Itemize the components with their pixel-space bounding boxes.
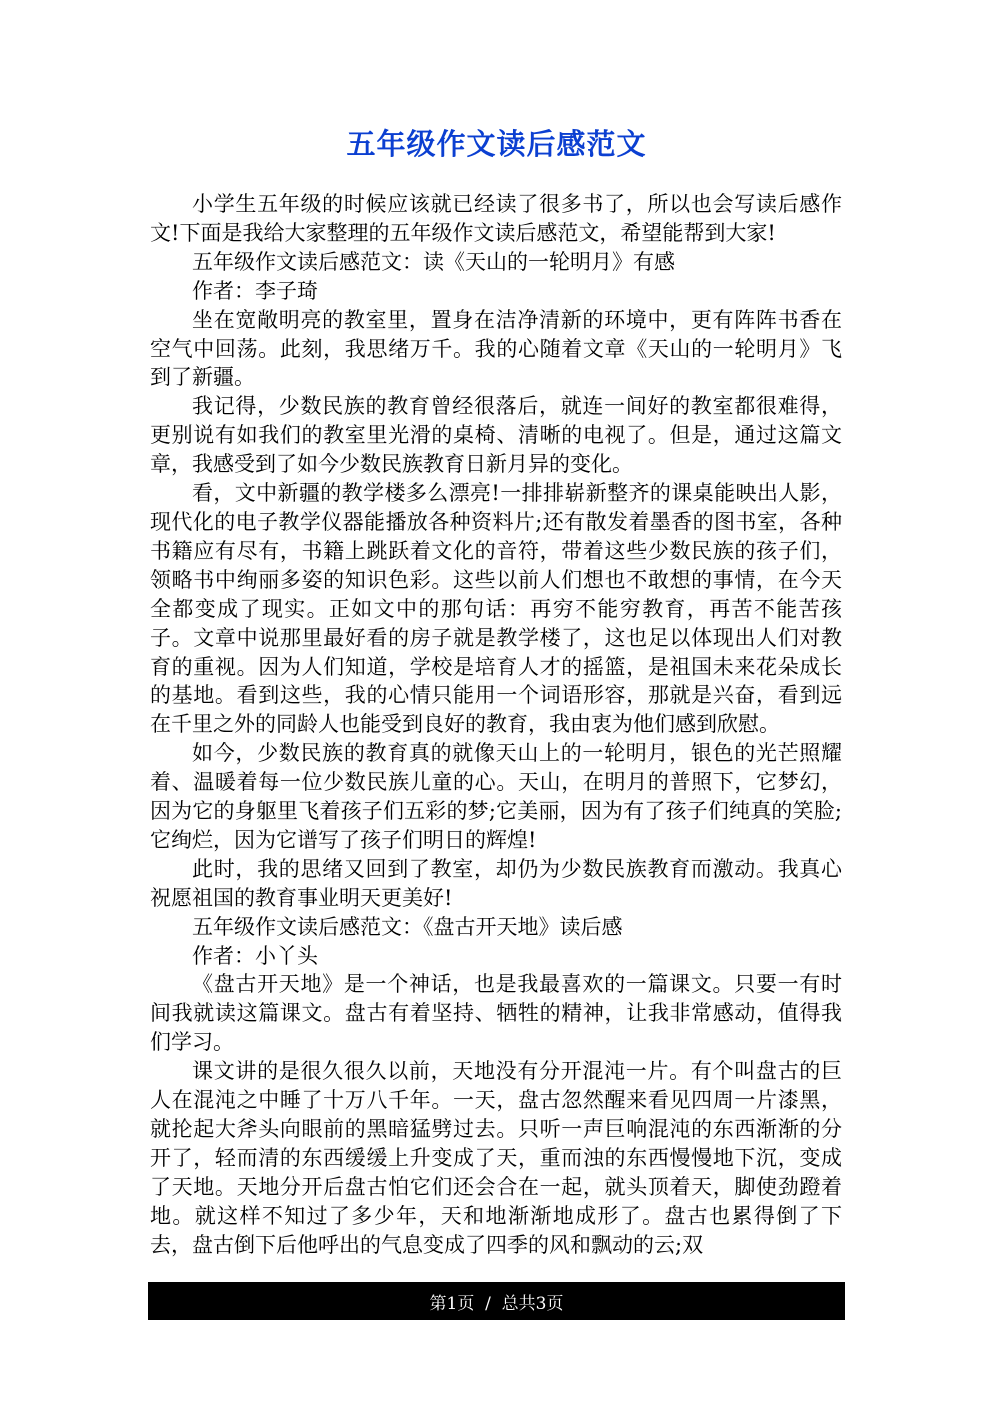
- essay-1-author: 作者：李子琦: [192, 278, 318, 303]
- paragraph: 课文讲的是很久很久以前，天地没有分开混沌一片。有个叫盘古的巨人在混沌之中睡了十万八千年。一天，盘古忽然醒来看见四周一片漆黑，就抡起大斧头向眼前的黑暗猛劈过去。只听一声巨响混沌的东西渐渐的分开了，轻而清的东西缓缓上升变成了天，重而浊的东西慢慢地下沉，变成了天地。天地分开后盘古怕它们还会合在一起，就头顶着天，脚使劲蹬着地。就这样不知过了多少年，天和地渐渐地成形了。盘古也累得倒了下去，盘古倒下后他呼出的气息变成了四季的风和飘动的云;双: [150, 1059, 842, 1257]
- essay-1-heading: 五年级作文读后感范文：读《天山的一轮明月》有感: [192, 249, 675, 274]
- paragraph: 如今，少数民族的教育真的就像天山上的一轮明月，银色的光芒照耀着、温暖着每一位少数民族儿童的心。天山，在明月的普照下，它梦幻，因为它的身躯里飞着孩子们五彩的梦;它美丽，因为有了孩子们纯真的笑脸;它绚烂，因为它谱写了孩子们明日的辉煌!: [150, 741, 842, 852]
- page-footer-bar: [148, 1282, 845, 1320]
- paragraph: 我记得，少数民族的教育曾经很落后，就连一间好的教室都很难得，更别说有如我们的教室里光滑的桌椅、清晰的电视了。但是，通过这篇文章，我感受到了如今少数民族教育日新月异的变化。: [150, 394, 842, 477]
- essay-2-author: 作者：小丫头: [192, 943, 318, 968]
- essay-2-heading: 五年级作文读后感范文：《盘古开天地》读后感: [192, 914, 623, 939]
- paragraph: 此时，我的思绪又回到了教室，却仍为少数民族教育而激动。我真心祝愿祖国的教育事业明天更美好!: [150, 856, 842, 910]
- paragraph: 坐在宽敞明亮的教室里，置身在洁净清新的环境中，更有阵阵书香在空气中回荡。此刻，我思绪万千。我的心随着文章《天山的一轮明月》飞到了新疆。: [150, 307, 842, 390]
- paragraph: 看，文中新疆的教学楼多么漂亮!一排排崭新整齐的课桌能映出人影，现代化的电子教学仪器能播放各种资料片;还有散发着墨香的图书室，各种书籍应有尽有，书籍上跳跃着文化的音符，带着这些少数民族的孩子们，领略书中绚丽多姿的知识色彩。这些以前人们想也不敢想的事情，在今天全都变成了现实。正如文中的那句话：再穷不能穷教育，再苦不能苦孩子。文章中说那里最好看的房子就是教学楼了，这也足以体现出人们对教育的重视。因为人们知道，学校是培育人才的摇篮，是祖国未来花朵成长的基地。看到这些，我的心情只能用一个词语形容，那就是兴奋，看到远在千里之外的同龄人也能受到良好的教育，我由衷为他们感到欣慰。: [150, 481, 842, 737]
- page-number-label: 第1页 / 总共3页: [429, 1293, 564, 1314]
- page-title: 五年级作文读后感范文: [346, 127, 647, 161]
- paragraph-intro: 小学生五年级的时候应该就已经读了很多书了，所以也会写读后感作文!下面是我给大家整理的五年级作文读后感范文，希望能帮到大家!: [150, 192, 842, 245]
- paragraph: 《盘古开天地》是一个神话，也是我最喜欢的一篇课文。只要一有时间我就读这篇课文。盘古有着坚持、牺牲的精神，让我非常感动，值得我们学习。: [150, 972, 842, 1055]
- document-body: [150, 190, 842, 1260]
